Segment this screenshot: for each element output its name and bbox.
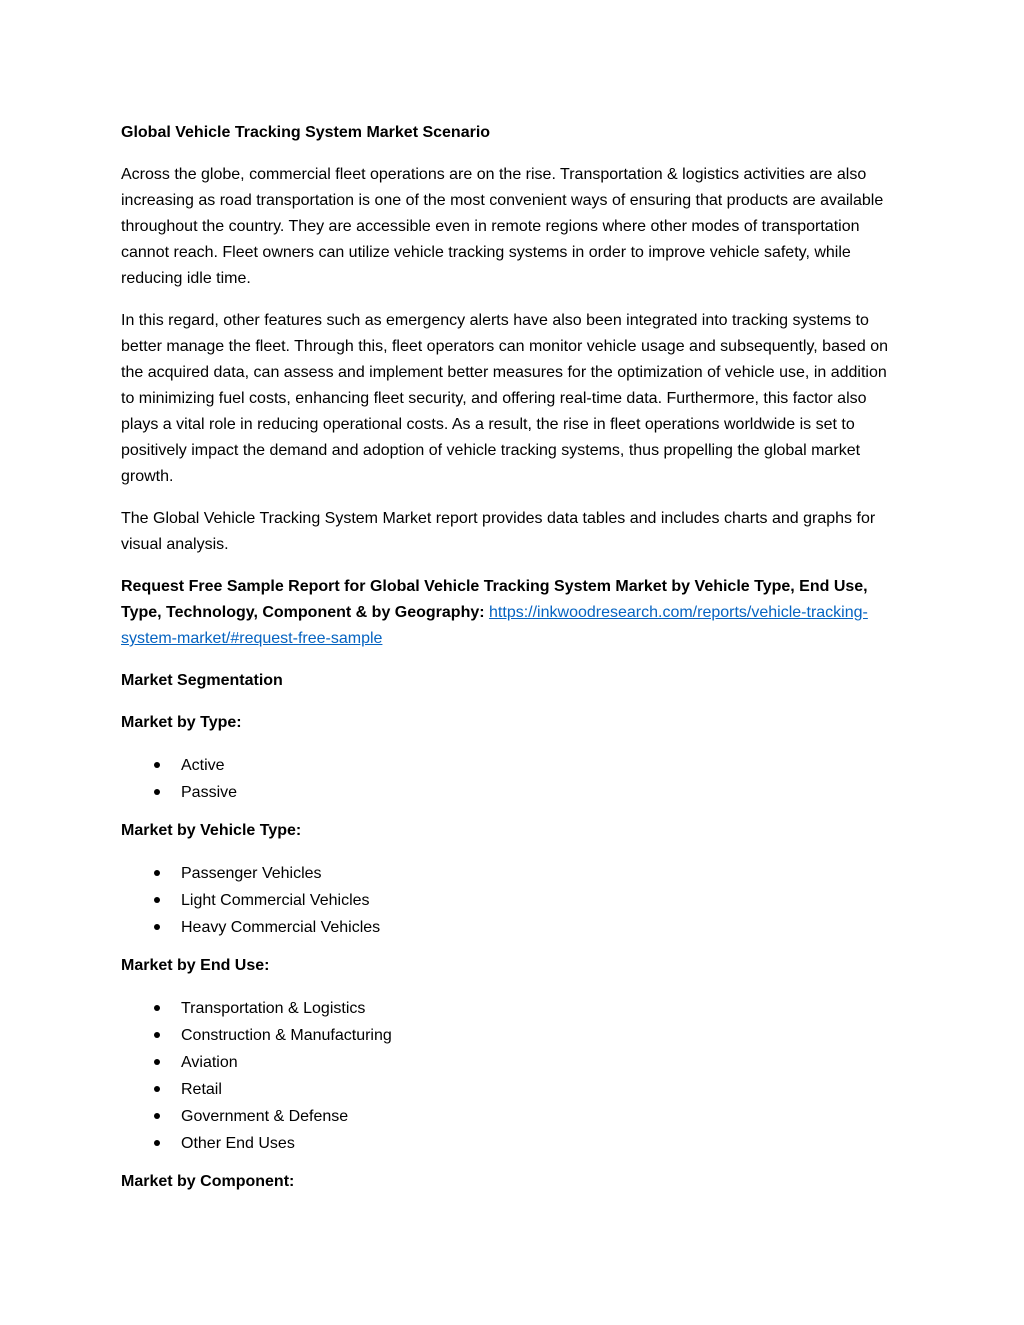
list-end-use [121,995,901,1157]
list-item: Construction & Manufacturing [121,1022,901,1049]
list-vehicle-type [121,860,901,941]
section-heading-end-use: Market by End Use: [121,957,270,974]
request-sample-label: Request Free Sample Report for Global Vehicle Tracking System Market by Vehicle Type, End Use, Type, Technology, Component & by Geography: [121,578,868,621]
bullet-icon [154,897,160,903]
bullet-icon [154,1059,160,1065]
bullet-icon [154,1005,160,1011]
list-item: Aviation [121,1049,901,1076]
list-item: Heavy Commercial Vehicles [121,914,901,941]
list-item: Passenger Vehicles [121,860,901,887]
list-item: Active [121,752,901,779]
section-heading-type: Market by Type: [121,714,242,731]
bullet-icon [154,1140,160,1146]
bullet-icon [154,762,160,768]
section-heading-component: Market by Component: [121,1173,295,1190]
bullet-icon [154,1032,160,1038]
document-page [121,120,901,1211]
request-sample-link[interactable]: https://inkwoodresearch.com/reports/vehicle-tracking-system-market/#request-free-sample [121,604,868,647]
bullet-icon [154,789,160,795]
section-heading-vehicle-type: Market by Vehicle Type: [121,822,302,839]
segmentation-heading: Market Segmentation [121,672,283,689]
bullet-icon [154,924,160,930]
bullet-icon [154,1113,160,1119]
list-item: Other End Uses [121,1130,901,1157]
request-sample-paragraph [121,574,901,652]
list-item: Light Commercial Vehicles [121,887,901,914]
list-type [121,752,901,806]
list-item: Retail [121,1076,901,1103]
paragraph-report: The Global Vehicle Tracking System Market report provides data tables and includes charts and graphs for visual analysis. [121,510,876,553]
document-title: Global Vehicle Tracking System Market Scenario [121,124,491,141]
list-item: Transportation & Logistics [121,995,901,1022]
paragraph-intro: Across the globe, commercial fleet operations are on the rise. Transportation & logistics activities are also increasing as road transportation is one of the most convenient ways of ensuring that products are available throughout the country. They are accessible even in remote regions where other modes of transportation cannot reach. Fleet owners can utilize vehicle tracking systems in order to improve vehicle safety, while reducing idle time. [121,166,884,287]
bullet-icon [154,870,160,876]
paragraph-features: In this regard, other features such as emergency alerts have also been integrated into tracking systems to better manage the fleet. Through this, fleet operators can monitor vehicle usage and subsequently, based on the acquired data, can assess and implement better measures for the optimization of vehicle use, in addition to minimizing fuel costs, enhancing fleet security, and offering real-time data. Furthermore, this factor also plays a vital role in reducing operational costs. As a result, the rise in fleet operations worldwide is set to positively impact the demand and adoption of vehicle tracking systems, thus propelling the global market growth. [121,312,889,485]
bullet-icon [154,1086,160,1092]
list-item: Government & Defense [121,1103,901,1130]
list-item: Passive [121,779,901,806]
